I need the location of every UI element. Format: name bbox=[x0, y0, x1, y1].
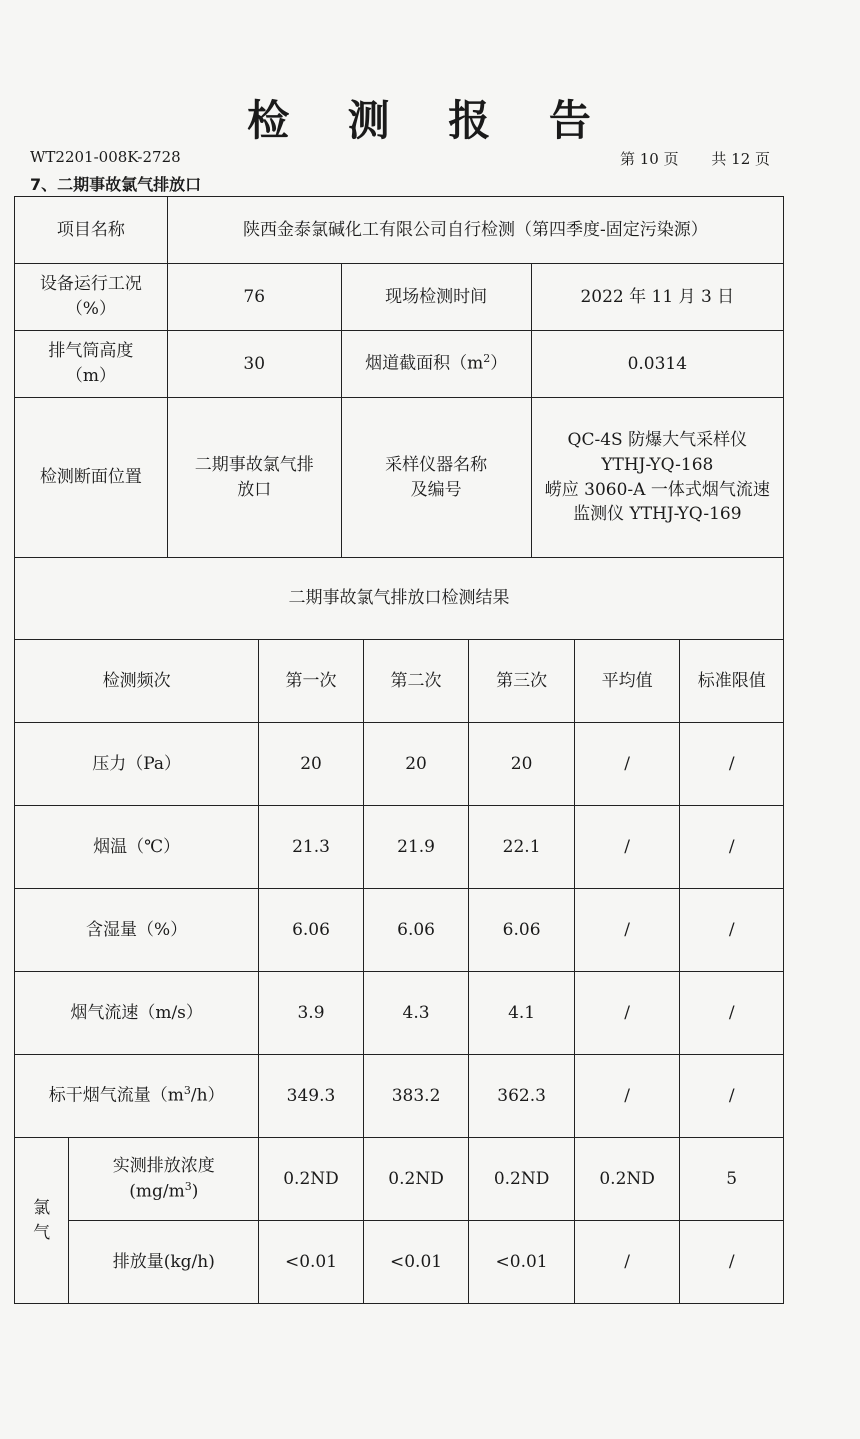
section-title: 7、二期事故氯气排放口 bbox=[30, 175, 202, 194]
cell-value: 6.06 bbox=[469, 889, 575, 972]
header-third: 第三次 bbox=[469, 640, 575, 723]
cell-value: 21.9 bbox=[363, 806, 469, 889]
table-row bbox=[15, 1055, 784, 1138]
cell-value: 383.2 bbox=[363, 1055, 469, 1138]
project-name-value: 陕西金泰氯碱化工有限公司自行检测（第四季度-固定污染源） bbox=[167, 197, 783, 264]
row-label: 压力（Pa） bbox=[15, 723, 259, 806]
position-value: 二期事故氯气排 放口 bbox=[167, 398, 341, 558]
project-name-label: 项目名称 bbox=[15, 197, 168, 264]
table-row bbox=[15, 972, 784, 1055]
header-limit: 标准限值 bbox=[680, 640, 784, 723]
table-row bbox=[15, 723, 784, 806]
cell-value: 20 bbox=[469, 723, 575, 806]
table-row bbox=[15, 806, 784, 889]
equipment-condition-value: 76 bbox=[167, 264, 341, 331]
report-table bbox=[14, 196, 784, 1304]
cell-value: / bbox=[680, 972, 784, 1055]
cell-value: 0.2ND bbox=[574, 1138, 680, 1221]
cell-value: / bbox=[574, 889, 680, 972]
report-title: 检 测 报 告 bbox=[247, 96, 613, 145]
position-label: 检测断面位置 bbox=[15, 398, 168, 558]
chlorine-group-label: 氯 气 bbox=[15, 1138, 69, 1304]
cell-value: 0.2ND bbox=[469, 1138, 575, 1221]
cell-value: / bbox=[574, 723, 680, 806]
header-frequency: 检测频次 bbox=[15, 640, 259, 723]
cell-value: 3.9 bbox=[259, 972, 364, 1055]
cell-value: 0.2ND bbox=[259, 1138, 364, 1221]
instrument-value: QC-4S 防爆大气采样仪 YTHJ-YQ-168 崂应 3060-A 一体式烟气流速 监测仪 YTHJ-YQ-169 bbox=[531, 398, 783, 558]
document-number: WT2201-008K-2728 bbox=[30, 148, 181, 166]
flue-area-value: 0.0314 bbox=[531, 331, 783, 398]
cell-value: 22.1 bbox=[469, 806, 575, 889]
table-row bbox=[15, 1221, 784, 1304]
flue-area-label: 烟道截面积$(m^2)$ bbox=[341, 331, 531, 398]
equipment-condition-label: 设备运行工况 （%） bbox=[15, 264, 168, 331]
header-average: 平均值 bbox=[574, 640, 680, 723]
page-total: 共 12 页 bbox=[711, 150, 771, 168]
cell-value: 6.06 bbox=[259, 889, 364, 972]
cell-value: 20 bbox=[363, 723, 469, 806]
cell-value: 4.3 bbox=[363, 972, 469, 1055]
stack-height-label: 排气筒高度 （m） bbox=[15, 331, 168, 398]
cell-value: 21.3 bbox=[259, 806, 364, 889]
results-title: 二期事故氯气排放口检测结果 bbox=[15, 558, 784, 640]
page-info bbox=[620, 148, 774, 169]
cell-value: / bbox=[680, 889, 784, 972]
cell-value: 20 bbox=[259, 723, 364, 806]
table-row bbox=[15, 1138, 784, 1221]
row-label-emission: 排放量(kg/h) bbox=[69, 1221, 259, 1304]
row-label: 烟温（℃） bbox=[15, 806, 259, 889]
sampling-time-label: 现场检测时间 bbox=[341, 264, 531, 331]
instrument-label: 采样仪器名称 及编号 bbox=[341, 398, 531, 558]
cell-value: / bbox=[574, 1221, 680, 1304]
header-first: 第一次 bbox=[259, 640, 364, 723]
cell-value: 349.3 bbox=[259, 1055, 364, 1138]
row-label-concentration: 实测排放浓度 $(mg/m^3)$ bbox=[69, 1138, 259, 1221]
row-label-flow: 标干烟气流量$(m^3/h)$ bbox=[15, 1055, 259, 1138]
cell-value: <0.01 bbox=[469, 1221, 575, 1304]
cell-value: / bbox=[574, 806, 680, 889]
row-label: 烟气流速（m/s） bbox=[15, 972, 259, 1055]
cell-value: / bbox=[680, 723, 784, 806]
row-label: 含湿量（%） bbox=[15, 889, 259, 972]
cell-value: 362.3 bbox=[469, 1055, 575, 1138]
header-second: 第二次 bbox=[363, 640, 469, 723]
cell-value: 4.1 bbox=[469, 972, 575, 1055]
cell-value: / bbox=[574, 972, 680, 1055]
cell-value: / bbox=[680, 1055, 784, 1138]
cell-value: <0.01 bbox=[259, 1221, 364, 1304]
page-number: 第 10 页 bbox=[620, 150, 679, 168]
cell-value: / bbox=[680, 1221, 784, 1304]
cell-value: / bbox=[574, 1055, 680, 1138]
stack-height-value: 30 bbox=[167, 331, 341, 398]
cell-value: / bbox=[680, 806, 784, 889]
table-row bbox=[15, 889, 784, 972]
sampling-time-value: 2022 年 11 月 3 日 bbox=[531, 264, 783, 331]
cell-value: <0.01 bbox=[363, 1221, 469, 1304]
cell-value: 5 bbox=[680, 1138, 784, 1221]
cell-value: 0.2ND bbox=[363, 1138, 469, 1221]
cell-value: 6.06 bbox=[363, 889, 469, 972]
